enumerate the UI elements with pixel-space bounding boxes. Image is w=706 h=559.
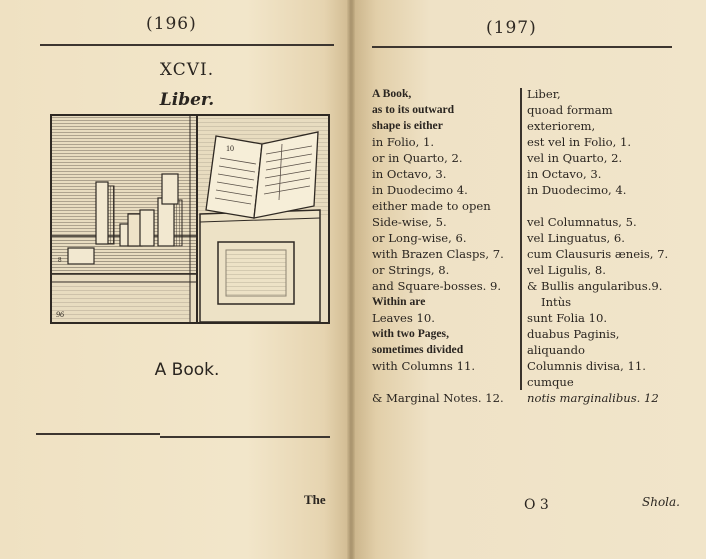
- latin-line: sunt Folia 10.: [527, 311, 608, 325]
- english-line: with Columns 11.: [372, 359, 476, 373]
- latin-line: quoad formam: [527, 103, 613, 117]
- column-divider: [520, 88, 522, 390]
- english-line: or Strings, 8.: [372, 263, 450, 277]
- english-line: in Folio, 1.: [372, 135, 435, 149]
- latin-line: aliquando: [527, 343, 585, 357]
- signature-mark: O 3: [524, 497, 549, 513]
- svg-text:8: 8: [58, 256, 62, 264]
- english-line: sometimes divided: [372, 343, 464, 356]
- plate-number: 96: [56, 310, 64, 319]
- english-line: Leaves 10.: [372, 311, 435, 325]
- english-line: in Duodecimo 4.: [372, 183, 468, 197]
- english-line: shape is either: [372, 119, 443, 132]
- header-rule: [40, 44, 334, 46]
- latin-line: notis marginalibus. 12: [527, 391, 659, 405]
- english-line: Side-wise, 5.: [372, 215, 447, 229]
- caption-english: A Book.: [154, 360, 220, 380]
- latin-line: vel in Quarto, 2.: [527, 151, 623, 165]
- english-line: or in Quarto, 2.: [372, 151, 463, 165]
- latin-line: cum Clausuris æneis, 7.: [527, 247, 669, 261]
- page-number-196: (196): [146, 14, 197, 34]
- left-page: [0, 0, 352, 559]
- english-line: or Long-wise, 6.: [372, 231, 467, 245]
- latin-line: in Duodecimo, 4.: [527, 183, 627, 197]
- latin-column: [527, 86, 697, 406]
- latin-line: vel Linguatus, 6.: [527, 231, 625, 245]
- latin-line: est vel in Folio, 1.: [527, 135, 632, 149]
- footer-rule-left: [36, 433, 160, 435]
- catchword-left: The: [304, 492, 326, 507]
- english-line: as to its outward: [372, 103, 455, 116]
- english-line: Within are: [372, 295, 426, 308]
- latin-line: vel Ligulis, 8.: [527, 263, 606, 277]
- latin-line: Columnis divisa, 11.: [527, 359, 646, 373]
- english-line: [372, 374, 524, 390]
- book-gutter: [347, 0, 355, 559]
- latin-line: in Octavo, 3.: [527, 167, 602, 181]
- english-column: [372, 86, 524, 406]
- english-line: with Brazen Clasps, 7.: [372, 247, 504, 261]
- page-number-197: (197): [486, 18, 537, 38]
- english-line: & Marginal Notes. 12.: [372, 391, 504, 405]
- latin-line: [527, 198, 697, 214]
- latin-line: Liber,: [527, 87, 561, 101]
- chapter-number: XCVI.: [159, 60, 215, 80]
- english-line: A Book,: [372, 87, 412, 100]
- chapter-title-latin: Liber.: [159, 90, 215, 110]
- english-line: in Octavo, 3.: [372, 167, 447, 181]
- latin-line: exteriorem,: [527, 119, 596, 133]
- english-line: either made to open: [372, 199, 491, 213]
- catchword-right: Shola.: [642, 495, 680, 509]
- latin-line: & Bullis angularibus.9.: [527, 279, 663, 293]
- woodcut-illustration: [50, 114, 330, 324]
- footer-rule-right: [160, 436, 330, 438]
- latin-line: vel Columnatus, 5.: [527, 215, 637, 229]
- english-line: and Square-bosses. 9.: [372, 279, 502, 293]
- header-rule: [372, 46, 672, 48]
- plate-book-label: 10: [226, 144, 234, 153]
- right-page: [352, 0, 706, 559]
- latin-line: cumque: [527, 375, 574, 389]
- english-line: with two Pages,: [372, 327, 449, 340]
- latin-line: Intùs: [541, 295, 572, 309]
- latin-line: duabus Paginis,: [527, 327, 620, 341]
